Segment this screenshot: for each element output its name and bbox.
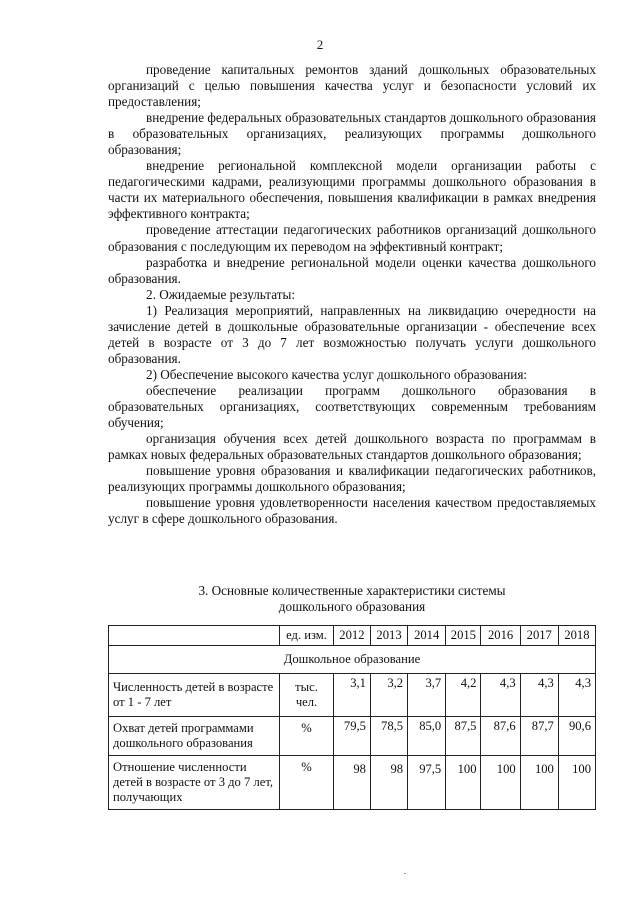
table-section-row [109,646,596,674]
paragraph: проведение капитальных ремонтов зданий дошкольных образовательных организаций с целью повышения качества услуг и безопасности условий их предоставления; [108,62,596,110]
row-label: Охват детей программами дошкольного образования [109,717,280,756]
cell-value: 100 [481,756,520,810]
scan-speck [404,873,406,874]
year-header: 2016 [481,626,520,646]
cell-value: 85,0 [408,717,446,756]
paragraph: 2. Ожидаемые результаты: [146,286,296,302]
row-unit: тыс. чел. [280,674,334,717]
cell-value: 4,3 [558,674,595,717]
cell-value: 100 [520,756,558,810]
section-title-line-2: дошкольного образования [278,599,426,614]
section-title-line-1: 3. Основные количественные характеристики системы [198,583,506,598]
cell-value: 87,7 [520,717,558,756]
row-unit: % [280,717,334,756]
cell-value: 4,2 [446,674,481,717]
cell-value: 90,6 [558,717,595,756]
cell-value: 78,5 [370,717,407,756]
paragraph: повышение уровня образования и квалификации педагогических работников, реализующих программы дошкольного образования; [108,463,596,495]
row-label: Численность детей в возрасте от 1 - 7 лет [109,674,280,717]
paragraph: 1) Реализация мероприятий, направленных на ликвидацию очередности на зачисление детей в дошкольные образовательные организации - обеспечение всех детей в возрасте от 3 до 7 лет возможностью получать услуги дошкольного образования. [108,302,596,366]
year-header: 2012 [333,626,370,646]
paragraph: проведение аттестации педагогических работников организаций дошкольного образования с последующим их переводом на эффективный контракт; [108,222,596,254]
cell-value: 3,7 [408,674,446,717]
page-number: 2 [316,37,324,52]
paragraph: внедрение федеральных образовательных стандартов дошкольного образования в образовательных организациях, реализующих программы дошкольного образования; [108,110,596,158]
unit-header: ед. изм. [280,626,334,646]
header-empty-cell [109,626,280,646]
statistics-table [108,625,596,810]
cell-value: 98 [370,756,407,810]
paragraph: организация обучения всех детей дошкольного возраста по программам в рамках новых федеральных образовательных стандартов дошкольного образования; [108,431,596,463]
cell-value: 4,3 [520,674,558,717]
paragraph: 2) Обеспечение высокого качества услуг дошкольного образования: [146,366,528,382]
cell-value: 87,6 [481,717,520,756]
cell-value: 100 [558,756,595,810]
cell-value: 3,2 [370,674,407,717]
paragraph: обеспечение реализации программ дошкольного образования в образовательных организациях, соответствующих современным требованиям обучения; [108,382,596,431]
cell-value: 87,5 [446,717,481,756]
cell-value: 97,5 [408,756,446,810]
paragraph: повышение уровня удовлетворенности населения качеством предоставляемых услуг в сфере дошкольного образования. [108,495,596,527]
year-header: 2015 [446,626,481,646]
table-section-label: Дошкольное образование [109,646,596,674]
cell-value: 98 [333,756,370,810]
row-label: Отношение численности детей в возрасте от 3 до 7 лет, получающих [109,756,280,810]
section-title [108,583,596,615]
table-row [109,717,596,756]
year-header: 2018 [558,626,595,646]
cell-value: 100 [446,756,481,810]
cell-value: 79,5 [333,717,370,756]
year-header: 2013 [370,626,407,646]
row-unit: % [280,756,334,810]
table-row [109,756,596,810]
table-header-row [109,626,596,646]
year-header: 2014 [408,626,446,646]
cell-value: 4,3 [481,674,520,717]
year-header: 2017 [520,626,558,646]
cell-value: 3,1 [333,674,370,717]
body-text [108,62,596,527]
paragraph: разработка и внедрение региональной модели оценки качества дошкольного образования. [108,254,596,286]
table-row [109,674,596,717]
paragraph: внедрение региональной комплексной модели организации работы с педагогическими кадрами, реализующими программы дошкольного образования в части их материального обеспечения, повышения квалификации в рамках внедрения эффективного контракта; [108,158,596,222]
